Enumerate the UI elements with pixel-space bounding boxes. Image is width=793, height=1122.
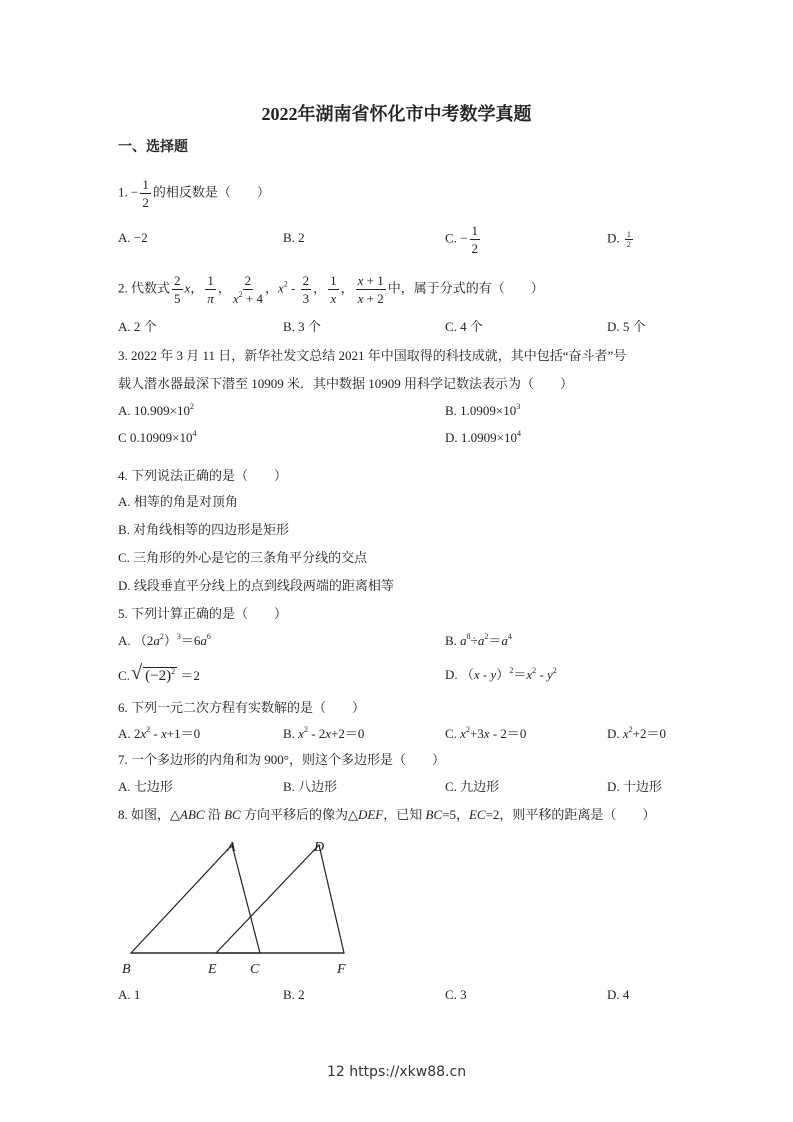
text-segment: ， [217, 280, 231, 296]
text-segment: ÷ [470, 633, 478, 648]
text-segment: B. 对角线相等的四边形是矩形 [118, 522, 290, 537]
text-segment: ， [190, 280, 204, 296]
text-segment: C 0.10909×10 [118, 430, 193, 445]
text-segment: 2 [244, 273, 252, 288]
superscript: 2 [238, 290, 243, 299]
text-segment: A. 2 个 [118, 319, 157, 334]
math-variable: EC [468, 807, 486, 822]
text-segment: 2 [626, 240, 631, 249]
text-segment: (−2) [145, 668, 172, 684]
math-variable: x [298, 726, 304, 741]
text-segment: 7. 一个多边形的内角和为 900°，则这个多边形是（ ） [118, 752, 445, 767]
text-segment: 2. 代数式 [118, 280, 171, 296]
text-segment: C. 4 个 [445, 319, 483, 334]
page-footer: 12 https://xkw88.cn [326, 1064, 467, 1080]
text-segment: D. 5 个 [607, 319, 646, 334]
text-segment: 2 [174, 273, 181, 288]
math-variable: ABC [180, 807, 205, 822]
text-segment: ， [340, 280, 354, 296]
text-segment: B. [445, 633, 461, 648]
superscript: 2 [159, 632, 164, 641]
q8-option-b [283, 987, 305, 1003]
label-f: F [337, 962, 346, 977]
text-segment: C. 三角形的外心是它的三条角平分线的交点 [118, 550, 368, 565]
math-variable: π [207, 291, 214, 306]
text-segment: 3. 2022 年 3 月 11 日，新华社发文总结 2021 年中国取得的科技成就，其中包括“奋斗者”号 [118, 348, 627, 363]
text-segment: +2＝0 [632, 726, 667, 741]
text-segment: - [536, 667, 547, 682]
math-variable: x [140, 726, 147, 741]
text-segment: ， [313, 280, 327, 296]
text-segment: 沿 [204, 807, 225, 822]
text-segment: ＝ [488, 633, 502, 648]
q8-option-d [607, 987, 629, 1003]
text-segment: +1＝0 [166, 726, 201, 741]
text-segment: + 4 [242, 291, 263, 306]
text-segment: 2 [142, 195, 149, 210]
math-variable: x [483, 726, 490, 741]
math-variable: BC [425, 807, 443, 822]
text-segment: +2＝0 [331, 726, 365, 741]
text-segment: ，已知 [383, 807, 426, 822]
superscript: 4 [192, 429, 197, 438]
text-segment: D. （ [445, 667, 474, 682]
text-segment: - [150, 726, 162, 741]
text-segment: A. 七边形 [118, 779, 173, 794]
math-variable: x [622, 726, 629, 741]
label-b: B [122, 962, 131, 977]
text-segment: C. [445, 726, 461, 741]
superscript: 2 [552, 666, 557, 675]
superscript: 2 [509, 666, 514, 675]
text-segment: A. 1 [118, 987, 141, 1002]
text-segment: 5 [174, 291, 181, 306]
math-variable: x [357, 291, 364, 306]
text-segment: 1 [142, 177, 149, 192]
text-segment: A. （2 [118, 633, 154, 648]
math-variable: a [153, 633, 160, 648]
text-segment: 中，属于分式的有（ ） [387, 280, 544, 296]
text-segment: D. [607, 726, 623, 741]
math-variable: y [546, 667, 553, 682]
superscript: 4 [516, 429, 521, 438]
text-segment: 的相反数是（ ） [152, 184, 270, 200]
text-segment: +3 [469, 726, 484, 741]
superscript: 2 [303, 725, 308, 734]
triangle-def [216, 845, 344, 953]
math-variable: x [526, 667, 533, 682]
text-segment: - 2 [307, 726, 326, 741]
superscript: 2 [189, 402, 194, 411]
math-variable: x [325, 726, 332, 741]
superscript: 8 [466, 632, 471, 641]
superscript: 2 [171, 667, 176, 676]
text-segment: - [479, 667, 491, 682]
q8-option-c [445, 987, 467, 1003]
q8-option-a [118, 987, 140, 1003]
text-segment: 3 [302, 291, 310, 306]
text-segment: 1 [471, 223, 479, 238]
math-variable: a [477, 633, 485, 648]
math-variable: a [200, 633, 207, 648]
section-heading: 一、选择题 [118, 140, 188, 155]
text-segment: D. 1.0909×10 [445, 430, 517, 445]
text-segment: ， [264, 280, 278, 296]
text-segment: C. 3 [445, 987, 467, 1002]
math-variable: x [232, 291, 239, 306]
text-segment: C. 九边形 [445, 779, 500, 794]
superscript: 3 [176, 632, 181, 641]
text-segment: C. − [445, 230, 468, 246]
page-title: 2022年湖南省怀化市中考数学真题 [261, 104, 532, 124]
math-variable: x [357, 273, 364, 288]
text-segment: - [287, 280, 299, 296]
text-segment: D. 十边形 [607, 779, 662, 794]
text-segment: C. [118, 668, 134, 683]
text-segment: B. [283, 726, 299, 741]
math-variable: x [161, 726, 167, 741]
math-variable: y [490, 667, 497, 682]
text-segment: B. 八边形 [283, 779, 338, 794]
math-variable: DEF [357, 807, 384, 822]
text-segment: B. 2 [283, 230, 305, 245]
text-segment: 1 [330, 273, 337, 288]
text-segment: =5， [442, 807, 469, 822]
math-variable: x [460, 726, 466, 741]
text-segment: 2 [302, 273, 310, 288]
text-segment: 1 [207, 273, 214, 288]
superscript: 2 [532, 666, 537, 675]
text-segment: + 2 [363, 291, 384, 306]
text-segment: 载人潜水器最深下潜至 10909 米．其中数据 10909 用科学记数法表示为（ ） [118, 376, 574, 391]
text-segment: B. 3 个 [283, 319, 321, 334]
math-variable: x [184, 280, 191, 296]
text-segment: 1 [626, 230, 631, 239]
superscript: 3 [516, 402, 521, 411]
text-segment: 8. 如图，△ [118, 807, 180, 822]
superscript: 2 [628, 725, 633, 734]
text-segment: D. 线段垂直平分线上的点到线段两端的距离相等 [118, 578, 394, 593]
text-segment: - 2＝0 [489, 726, 527, 741]
text-segment: 5. 下列计算正确的是（ ） [118, 606, 288, 621]
math-variable: x [473, 667, 480, 682]
superscript: 2 [283, 279, 288, 289]
text-segment: ＝ [513, 667, 527, 682]
label-c: C [250, 962, 260, 977]
text-segment: 6. 下列一元二次方程有实数解的是（ ） [118, 700, 366, 715]
superscript: 4 [507, 632, 512, 641]
text-segment: D. [607, 230, 623, 246]
text-segment: A. 2 [118, 726, 141, 741]
math-variable: x [277, 280, 284, 296]
math-variable: a [501, 633, 508, 648]
text-segment: ） [163, 633, 177, 648]
text-segment: A. −2 [118, 230, 148, 245]
math-variable: x [330, 291, 337, 306]
text-segment: 2 [471, 241, 479, 256]
label-a: A [227, 840, 236, 855]
superscript: 6 [206, 632, 211, 641]
minus-sign: − [131, 184, 139, 200]
text-segment: D. 4 [607, 987, 630, 1002]
math-variable: a [460, 633, 467, 648]
superscript: 2 [146, 725, 151, 734]
text-segment: A. 10.909×10 [118, 403, 190, 418]
math-variable: BC [224, 807, 241, 822]
text-segment: ） [496, 667, 510, 682]
text-segment: ＝2 [177, 668, 200, 683]
text-segment: B. 1.0909×10 [445, 403, 517, 418]
label-e: E [208, 962, 217, 977]
triangle-abc [131, 845, 260, 953]
text-segment: =2，则平移的距离是（ ） [485, 807, 656, 822]
text-segment: B. 2 [283, 987, 305, 1002]
text-segment: + 1 [363, 273, 384, 288]
superscript: 2 [484, 632, 489, 641]
superscript: 2 [465, 725, 470, 734]
text-segment: ＝6 [180, 633, 201, 648]
text-segment: A. 相等的角是对顶角 [118, 494, 238, 509]
label-d: D [314, 840, 325, 855]
text-segment: 1. [118, 184, 131, 200]
text-segment: 方向平移后的像为△ [240, 807, 358, 822]
text-segment: 4. 下列说法正确的是（ ） [118, 468, 288, 483]
